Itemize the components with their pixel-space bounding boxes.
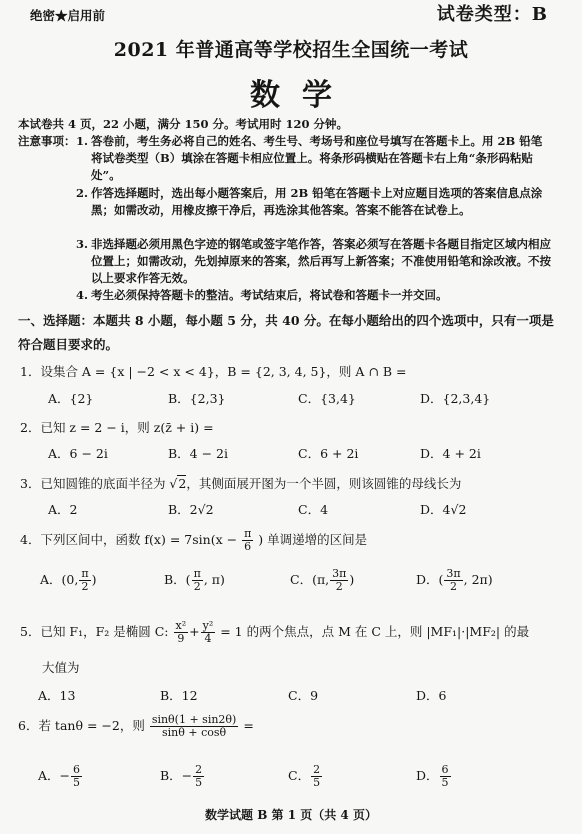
q6b-num: 2	[195, 763, 203, 776]
q1-option-c: C．{3,4}	[298, 391, 356, 406]
q3-stem-start: 3．已知圆锥的底面半径为 √	[20, 476, 178, 491]
q5-y2: y²	[202, 619, 214, 632]
q4d-num: 3π	[446, 567, 461, 580]
q1-option-d: D．{2,3,4}	[420, 391, 491, 406]
q6d-num: 6	[441, 763, 449, 776]
q5-9: 9	[177, 632, 185, 645]
q4-stem-start: 4．下列区间中，函数 f(x) = 7sin(x −	[20, 532, 238, 547]
q6c-den: 5	[313, 776, 321, 789]
q4c-num: 3π	[332, 567, 347, 580]
q4-fraction-num: π	[244, 527, 252, 540]
q5-stem-start: 5．已知 F₁，F₂ 是椭圆 C:	[20, 624, 169, 639]
q6-option-a	[38, 764, 83, 789]
note-number: 3.	[76, 237, 89, 251]
note-text: 作答选择题时，选出每小题答案后，用 2B 铅笔在答题卡上对应题目选项的答案信息点涂黑；如需改动，用橡皮擦干净后，再选涂其他答案。答案不能答在试卷上。	[91, 186, 543, 217]
q4c-fraction	[330, 568, 348, 593]
q4-option-a	[40, 568, 96, 593]
q5-option-b: B．12	[160, 688, 198, 703]
q4b-den: 2	[193, 580, 201, 593]
q4-stem-end: ) 单调递增的区间是	[258, 532, 368, 547]
q2-option-a: A．6 − 2i	[48, 446, 108, 461]
q3-option-a: A．2	[48, 502, 78, 517]
q4b-fraction	[192, 568, 203, 593]
q4-option-c	[290, 568, 354, 593]
question-1-stem: 1．设集合 A = {x | −2 < x < 4}，B = {2, 3, 4, 5}，则 A ∩ B =	[20, 364, 407, 379]
q2-option-c: C．6 + 2i	[298, 446, 359, 461]
q6a-num: 6	[73, 763, 81, 776]
q4b-num: π	[193, 567, 201, 580]
note-text: 答卷前，考生务必将自己的姓名、考生号、考场号和座位号填写在答题卡上。用 2B 铅笔将试卷类型（B）填涂在答题卡相应位置上。将条形码横贴在答题卡右上角“条形码粘贴处”。	[91, 134, 543, 182]
q6-stem-end: =	[243, 718, 254, 733]
q2-option-b: B．4 − 2i	[168, 446, 229, 461]
q4b-close: , π)	[203, 572, 225, 587]
q6a-label: A．−	[38, 768, 71, 783]
question-3-stem	[20, 474, 461, 492]
q6b-fraction	[193, 764, 204, 789]
q4d-fraction	[444, 568, 462, 593]
q1-option-a: A．{2}	[48, 391, 94, 406]
q6-option-c	[288, 764, 323, 789]
q4d-label: D．(	[416, 572, 444, 587]
note-number: 4.	[76, 288, 89, 302]
q4-fraction	[242, 528, 253, 553]
q4a-close: )	[91, 572, 97, 587]
q3-option-c: C．4	[298, 502, 329, 517]
q5-4: 4	[204, 632, 212, 645]
q6c-num: 2	[313, 763, 321, 776]
q4c-den: 2	[335, 580, 343, 593]
q5-stem-mid: = 1 的两个焦点，点 M 在 C 上，则 |MF₁|·|MF₂| 的最	[220, 624, 530, 639]
subject-title: 数学	[250, 78, 354, 113]
q6d-den: 5	[441, 776, 449, 789]
q5-option-a: A．13	[38, 688, 76, 703]
q6a-den: 5	[73, 776, 81, 789]
q6d-label: D．	[416, 768, 439, 783]
q6c-fraction	[311, 764, 322, 789]
page-footer: 数学试题 B 第 1 页（共 4 页）	[205, 808, 377, 822]
q4c-close: )	[349, 572, 355, 587]
q5-option-d: D．6	[416, 688, 447, 703]
q4d-close: , 2π)	[463, 572, 493, 587]
q6d-fraction	[440, 764, 451, 789]
q5-x2: x²	[175, 619, 187, 632]
q6-den: sinθ + cosθ	[162, 726, 227, 739]
q3-stem-end: ，其侧面展开图为一个半圆，则该圆锥的母线长为	[186, 476, 462, 491]
q4b-label: B．(	[164, 572, 191, 587]
q2-option-d: D．4 + 2i	[420, 446, 481, 461]
q5-fraction-x	[174, 620, 189, 645]
q4d-den: 2	[450, 580, 458, 593]
note-text: 非选择题必须用黑色字迹的钢笔或签字笔作答，答案必须写在答题卡各题目指定区域内相应位置上；如需改动，先划掉原来的答案，然后再写上新答案；不准使用铅笔和涂改液。不按以上要求作答无效。	[91, 237, 551, 285]
q1-option-b: B．{2,3}	[168, 391, 226, 406]
q6b-den: 5	[195, 776, 203, 789]
q3-radicand: 2	[178, 476, 187, 491]
q6c-label: C．	[288, 768, 311, 783]
q4a-num: π	[81, 567, 89, 580]
q6a-fraction	[71, 764, 82, 789]
q4-option-b	[164, 568, 225, 593]
q6-num: sinθ(1 + sin2θ)	[151, 713, 237, 726]
q6-option-b	[160, 764, 205, 789]
q5-fraction-y	[201, 620, 216, 645]
q4-option-d	[416, 568, 493, 593]
question-6-stem	[18, 714, 254, 739]
q4a-den: 2	[81, 580, 89, 593]
q6-fraction	[150, 714, 239, 739]
question-2-stem: 2．已知 z = 2 − i，则 z(z̄ + i) =	[20, 420, 214, 435]
note-number: 1.	[76, 134, 89, 148]
q5-option-c: C．9	[288, 688, 319, 703]
note-number: 2.	[76, 186, 89, 200]
q4a-label: A．(0,	[40, 572, 79, 587]
exam-title: 2021 年普通高等学校招生全国统一考试	[113, 39, 469, 61]
paper-type: 试卷类型：B	[436, 4, 548, 25]
q4a-fraction	[79, 568, 90, 593]
question-5-stem-cont: 大值为	[42, 660, 80, 675]
q6-option-d	[416, 764, 452, 789]
q4-fraction-den: 6	[244, 540, 252, 553]
section-heading: 一、选择题：本题共 8 小题，每小题 5 分，共 40 分。在每小题给出的四个选项中，只有一项是符合题目要求的。	[18, 313, 554, 352]
question-4-stem	[20, 528, 367, 553]
q3-option-b: B．2√2	[168, 502, 214, 517]
intro-text: 本试卷共 4 页，22 小题，满分 150 分。考试用时 120 分钟。	[18, 117, 349, 131]
notes-heading: 注意事项：	[18, 134, 76, 148]
question-5-stem: 5．已知 F₁，F₂ 是椭圆 C: $\frac{\text{x²}}{9}$ + $\frac{\text{y²}}{4}$ = 1 的两个焦点，点 M 在 C 上，则 |MF₁|·|MF₂| 的最	[20, 619, 530, 645]
confidential-mark: 绝密★启用前	[30, 8, 106, 23]
q4c-label: C．(π,	[290, 572, 330, 587]
q6b-label: B．−	[160, 768, 193, 783]
q3-option-d: D．4√2	[420, 502, 467, 517]
q6-stem-start: 6．若 tanθ = −2，则	[18, 718, 145, 733]
note-text: 考生必须保持答题卡的整洁。考试结束后，将试卷和答题卡一并交回。	[91, 288, 448, 302]
